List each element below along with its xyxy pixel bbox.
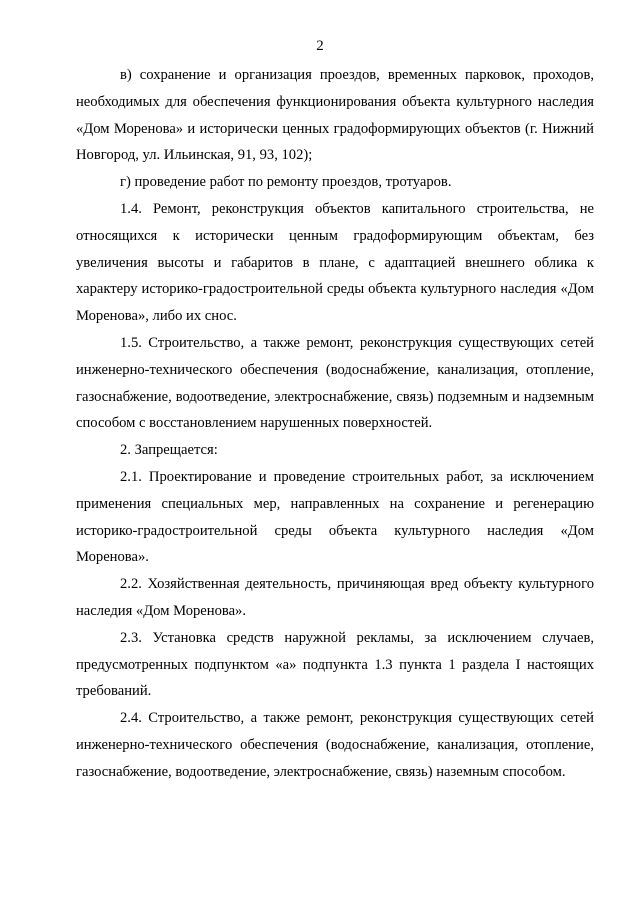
page-number: 2: [316, 38, 324, 54]
paragraph-item-g: г) проведение работ по ремонту проездов, тротуаров.: [120, 174, 452, 191]
paragraph-1-4: 1.4. Ремонт, реконструкция объектов капитального строительства, не относящихся к исторически ценным градоформирующим объектам, без увеличения высоты и габаритов в плане, с адаптацией внешнего облика к характеру историко-градостроительной среды объекта культурного наследия «Дом Моренова», либо их снос.: [76, 200, 594, 325]
paragraph-2-4: 2.4. Строительство, а также ремонт, реконструкция существующих сетей инженерно-технического обеспечения (водоснабжение, канализация, отопление, газоснабжение, водоотведение, электроснабжение, связь) наземным способом.: [76, 710, 594, 780]
paragraph-1-5: 1.5. Строительство, а также ремонт, реконструкция существующих сетей инженерно-технического обеспечения (водоснабжение, канализация, отопление, газоснабжение, водоотведение, электроснабжение, связь) подземным и надземным способом с восстановлением нарушенных поверхностей.: [76, 334, 594, 432]
section-heading-prohibited: 2. Запрещается:: [120, 442, 218, 459]
paragraph-item-v: в) сохранение и организация проездов, временных парковок, проходов, необходимых для обеспечения функционирования объекта культурного наследия «Дом Моренова» и исторически ценных градоформирующих объектов (г. Нижний Новгород, ул. Ильинская, 91, 93, 102);: [76, 67, 594, 164]
document-body: [76, 62, 594, 786]
paragraph-2-3: 2.3. Установка средств наружной рекламы, за исключением случаев, предусмотренных подпунктом «а» подпункта 1.3 пункта 1 раздела I настоящих требований.: [76, 629, 594, 700]
paragraph-2-1: 2.1. Проектирование и проведение строительных работ, за исключением применения специальных мер, направленных на сохранение и регенерацию историко-градостроительной среды объекта культурного наследия «Дом Моренова».: [76, 468, 594, 566]
paragraph-2-2: 2.2. Хозяйственная деятельность, причиняющая вред объекту культурного наследия «Дом Моренова».: [76, 576, 594, 619]
